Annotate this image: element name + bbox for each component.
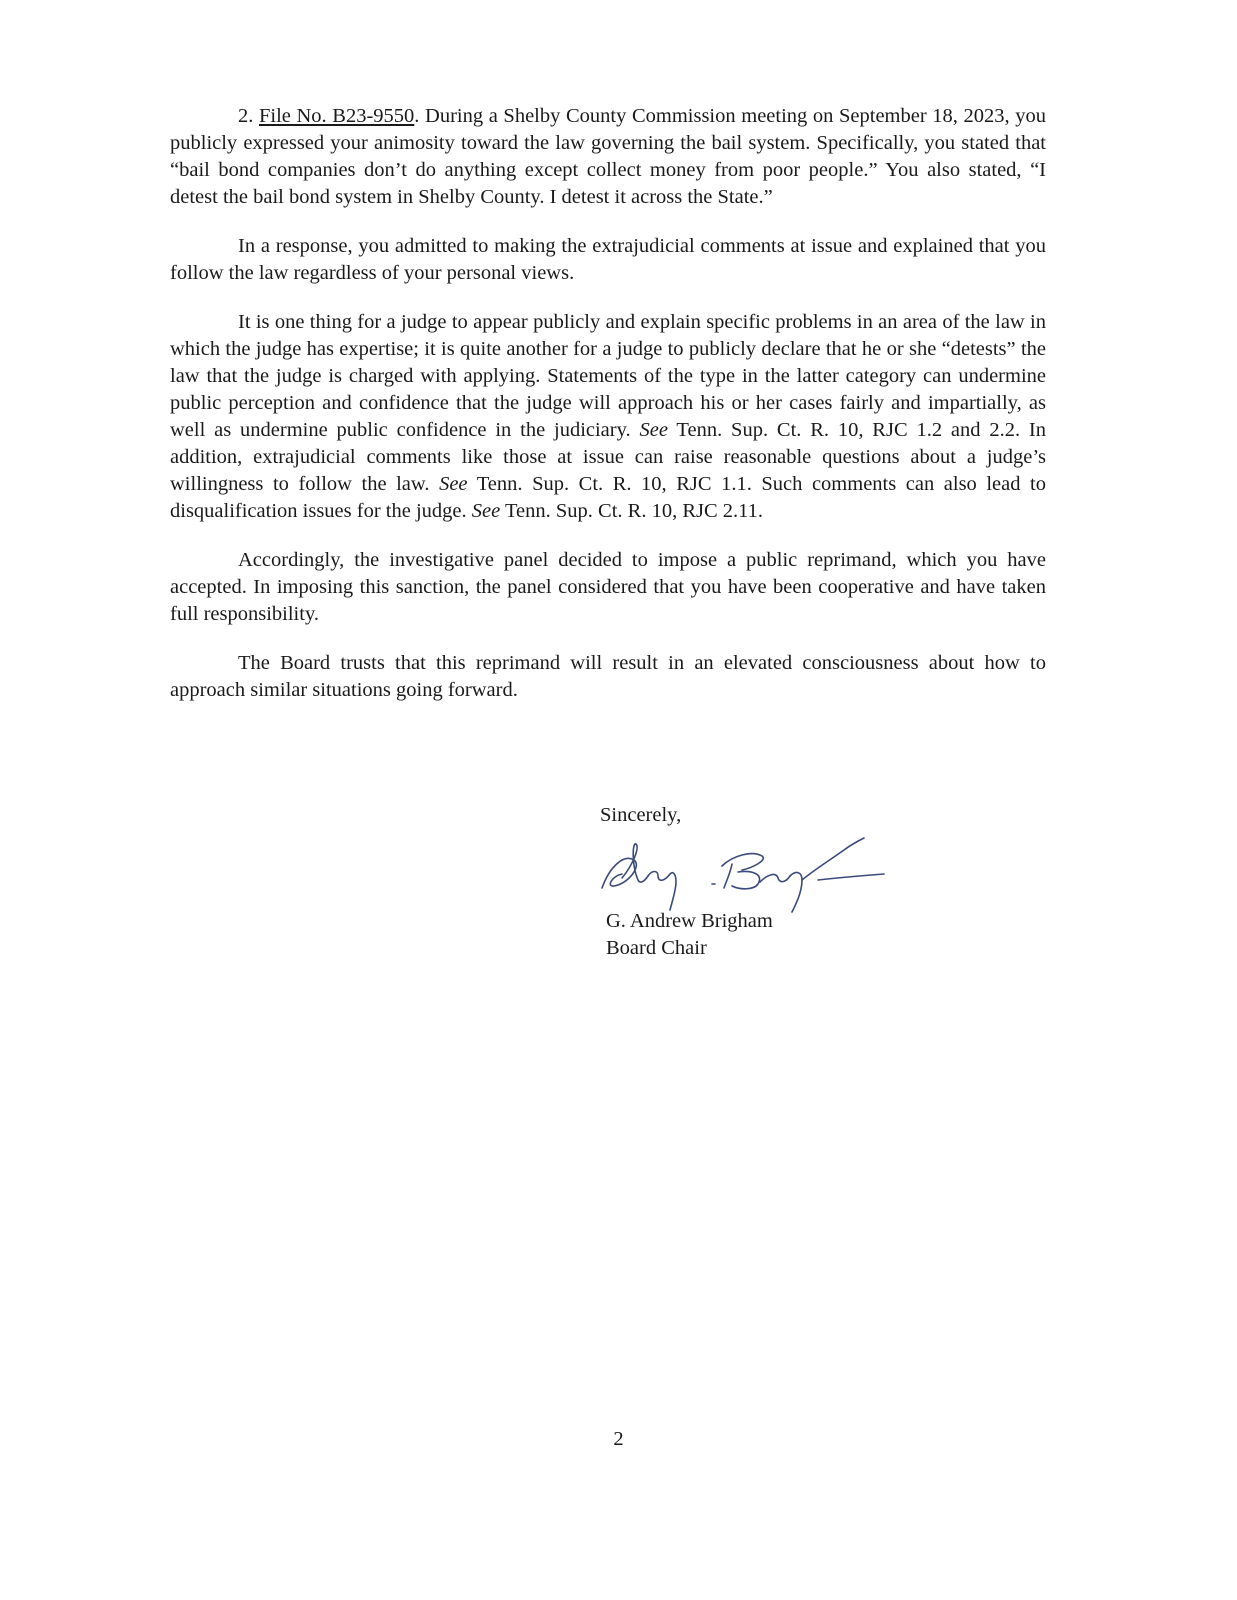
paragraph-number: 2.: [238, 105, 254, 127]
letter-body: [170, 103, 1046, 726]
closing-salutation: Sincerely,: [600, 804, 682, 826]
paragraph-response: In a response, you admitted to making the extrajudicial comments at issue and explained that you follow the law regardless of your personal views.: [170, 235, 1046, 284]
signer-block: [606, 908, 773, 962]
file-number: File No. B23-9550: [259, 105, 415, 127]
paragraph-analysis: [170, 309, 1046, 525]
see-signal: See: [471, 500, 501, 522]
citation-text: Tenn. Sup. Ct. R. 10, RJC 2.11.: [500, 500, 764, 522]
page-number: 2: [613, 1428, 624, 1450]
signer-name: G. Andrew Brigham: [606, 910, 773, 932]
citation-text: Tenn. Sup. Ct. R. 10, RJC 1.2 and 2.2. In addition, extrajudicial comments like those at issue can raise reasonable questions about a judge’s willingness to follow the law.: [170, 419, 1046, 495]
paragraph-conclusion: The Board trusts that this reprimand will result in an elevated consciousness about how to approach similar situations going forward.: [170, 652, 1046, 701]
signer-title: Board Chair: [606, 937, 707, 959]
handwritten-signature-icon: [592, 826, 902, 916]
see-signal: See: [639, 419, 668, 441]
paragraph-file-b23-9550: [170, 103, 1046, 211]
citation-text: Tenn. Sup. Ct. R. 10, RJC 1.1. Such comments can also lead to disqualification issues for the judge.: [170, 473, 1046, 522]
see-signal: See: [439, 473, 468, 495]
analysis-text: It is one thing for a judge to appear publicly and explain specific problems in an area of the law in which the judge has expertise; it is quite another for a judge to publicly declare that he or she “detests” the law that the judge is charged with applying. Statements of the type in the latter category can undermine public perception and confidence that the judge will approach his or her cases fairly and impartially, as well as undermine public confidence in the judiciary.: [170, 311, 1046, 441]
paragraph-sanction: Accordingly, the investigative panel decided to impose a public reprimand, which you have accepted. In imposing this sanction, the panel considered that you have been cooperative and have taken full responsibility.: [170, 549, 1046, 625]
paragraph-text: . During a Shelby County Commission meeting on September 18, 2023, you publicly expressed your animosity toward the law governing the bail system. Specifically, you stated that “bail bond companies don’t do anything except collect money from poor people.” You also stated, “I detest the bail bond system in Shelby County. I detest it across the State.”: [170, 105, 1047, 208]
